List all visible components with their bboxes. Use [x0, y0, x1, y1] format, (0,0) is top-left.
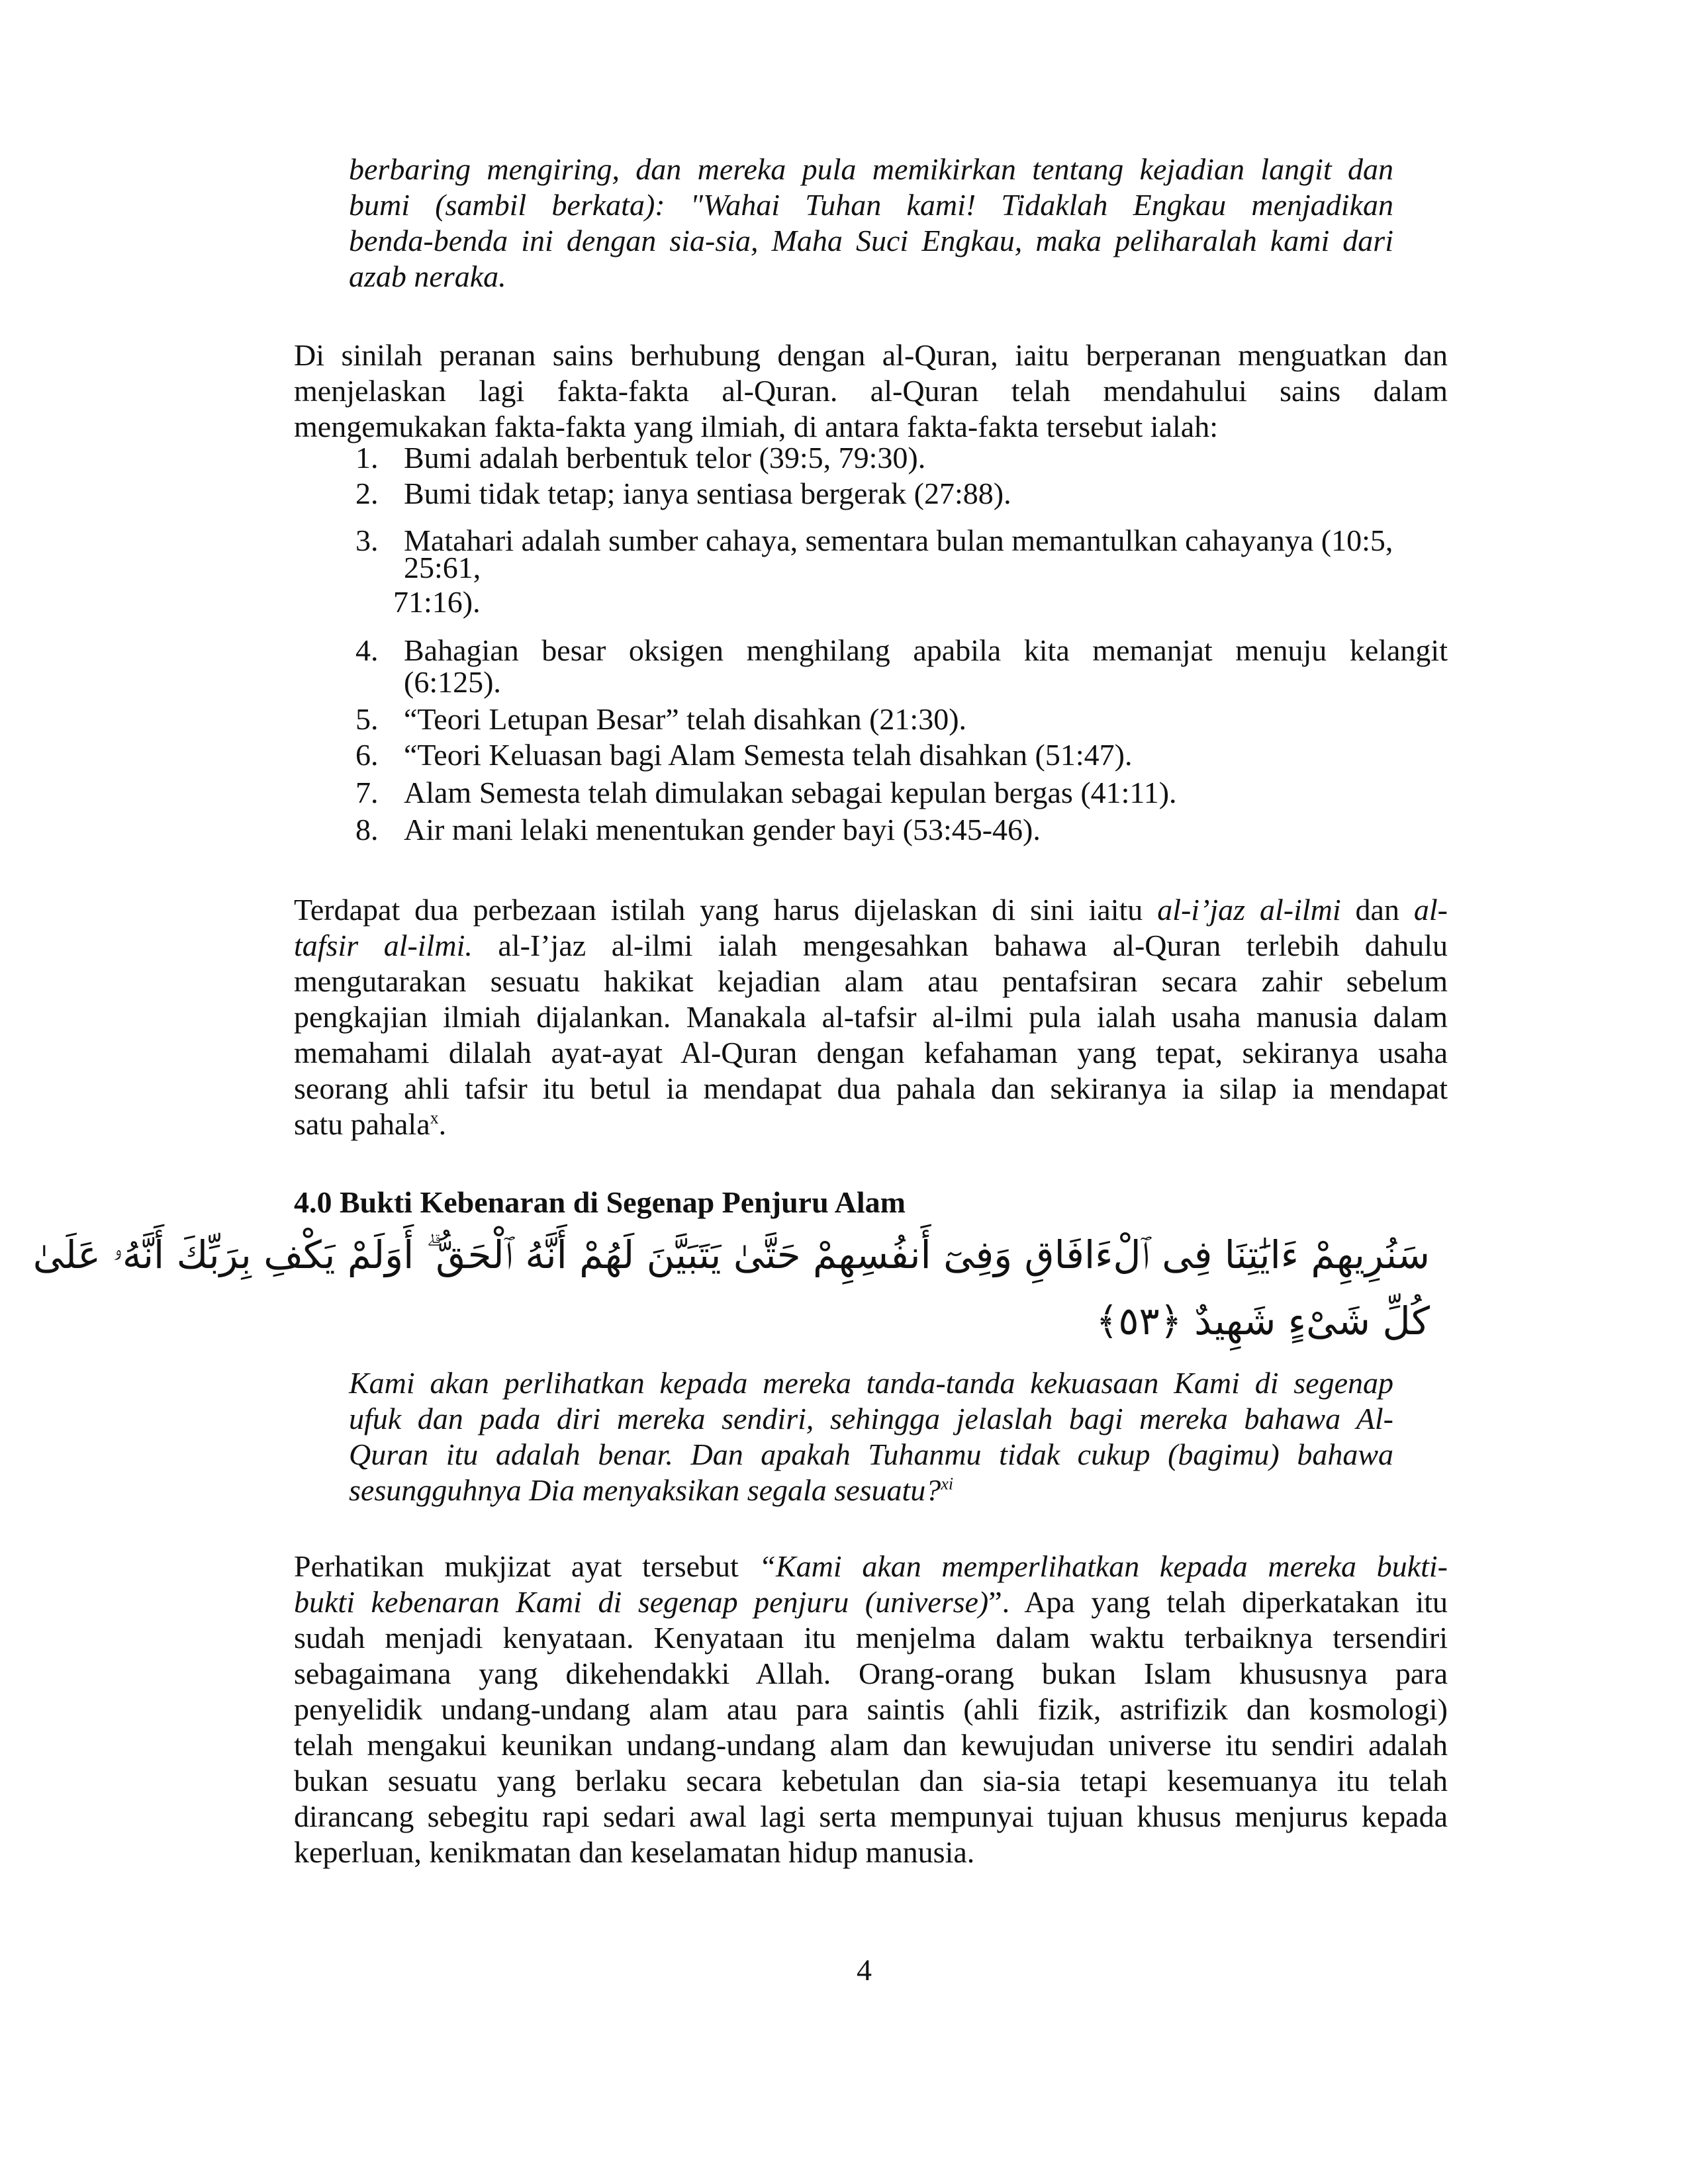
text-segment: bumi (sambil berkata): "Wahai Tuhan kami! Tidaklah Engkau menjadikan	[349, 188, 1393, 222]
text-segment: dan	[1340, 893, 1414, 927]
quote-translation	[349, 1365, 1393, 1508]
paragraph-mukjizat	[294, 1548, 1448, 1870]
list-number: 2.	[355, 477, 379, 510]
text-line	[294, 1107, 1448, 1142]
text-segment: menjelaskan lagi fakta-fakta al-Quran. al-Quran telah mendahului sains dalam	[294, 374, 1448, 408]
text-segment: berbaring mengiring, dan mereka pula memikirkan tentang kejadian langit dan	[349, 152, 1393, 186]
arabic-verse-line-2: كُلِّ شَىْءٍ شَهِيدٌ ﴿٥٣﴾	[1096, 1298, 1430, 1343]
list-item-text: Bumi tidak tetap; ianya sentiasa bergerak (27:88).	[404, 477, 1011, 510]
text-line	[349, 1365, 1393, 1401]
list-item-text: Matahari adalah sumber cahaya, sementara bulan memantulkan cahayanya (10:5,	[404, 523, 1393, 557]
text-line	[294, 338, 1448, 373]
list-item-text: 71:16).	[393, 585, 481, 619]
text-segment: mengutarakan sesuatu hakikat kejadian alam atau pentafsiran secara zahir sebelum	[294, 964, 1448, 998]
list-number: 5.	[355, 702, 379, 736]
text-segment: “Kami akan memperlihatkan kepada mereka bukti-	[759, 1549, 1448, 1583]
list-number: 8.	[355, 813, 379, 846]
text-line	[294, 1548, 1448, 1584]
text-segment: Terdapat dua perbezaan istilah yang harus dijelaskan di sini iaitu	[294, 893, 1158, 927]
page-number: 4	[857, 1953, 872, 1987]
text-segment: pengkajian ilmiah dijalankan. Manakala al-tafsir al-ilmi pula ialah usaha manusia dalam	[294, 1000, 1448, 1034]
text-line	[349, 259, 1393, 295]
list-number: 7.	[355, 776, 379, 809]
list-item-text: “Teori Keluasan bagi Alam Semesta telah disahkan (51:47).	[404, 738, 1133, 772]
list-number: 6.	[355, 738, 379, 772]
text-line	[294, 1584, 1448, 1619]
text-line	[294, 1798, 1448, 1834]
text-line	[294, 1035, 1448, 1071]
text-line	[349, 152, 1393, 187]
text-segment: Quran itu adalah benar. Dan apakah Tuhanmu tidak cukup (bagimu) bahawa	[349, 1437, 1393, 1471]
text-segment: benda-benda ini dengan sia-sia, Maha Suci Engkau, maka peliharalah kami dari	[349, 224, 1393, 257]
text-line	[294, 964, 1448, 999]
text-segment: Di sinilah peranan sains berhubung dengan al-Quran, iaitu berperanan menguatkan dan	[294, 338, 1448, 372]
text-segment: Perhatikan mukjizat ayat tersebut	[294, 1549, 759, 1583]
text-segment: bukti kebenaran Kami di segenap penjuru (universe)	[294, 1585, 989, 1619]
text-line	[294, 1655, 1448, 1691]
footnote-marker[interactable]: x	[430, 1108, 439, 1128]
text-segment: al-I’jaz al-ilmi ialah mengesahkan bahawa al-Quran terlebih dahulu	[472, 929, 1448, 962]
text-line	[294, 1071, 1448, 1107]
list-item-text: Bumi adalah berbentuk telor (39:5, 79:30).	[404, 441, 926, 475]
footnote-marker[interactable]: xi	[941, 1474, 954, 1494]
text-line	[294, 999, 1448, 1035]
text-segment: Kami akan perlihatkan kepada mereka tanda-tanda kekuasaan Kami di segenap	[349, 1366, 1393, 1400]
text-segment: satu pahala	[294, 1107, 430, 1141]
text-segment: al-i’jaz al-ilmi	[1157, 893, 1341, 927]
text-segment: al-	[1413, 893, 1448, 927]
text-segment: sesungguhnya Dia menyaksikan segala sesuatu?	[349, 1473, 941, 1507]
section-heading: 4.0 Bukti Kebenaran di Segenap Penjuru Alam	[294, 1185, 906, 1219]
text-segment: tafsir al-ilmi.	[294, 929, 473, 962]
text-line	[294, 892, 1448, 928]
text-segment: sebagaimana yang dikehendakki Allah. Orang-orang bukan Islam khususnya para	[294, 1657, 1448, 1690]
text-line	[349, 1401, 1393, 1437]
quote-top	[349, 152, 1393, 295]
text-segment: memahami dilalah ayat-ayat Al-Quran dengan kefahaman yang tepat, sekiranya usaha	[294, 1036, 1448, 1069]
text-segment: dirancang sebegitu rapi sedari awal lagi serta mempunyai tujuan khusus menjurus kepada	[294, 1799, 1448, 1833]
paragraph-ijaz	[294, 892, 1448, 1142]
text-segment: ufuk dan pada diri mereka sendiri, sehingga jelaslah bagi mereka bahawa Al-	[349, 1402, 1393, 1435]
list-number: 4.	[355, 633, 379, 667]
text-segment: bukan sesuatu yang berlaku secara kebetulan dan sia-sia tetapi kesemuanya itu telah	[294, 1764, 1448, 1797]
text-segment: ”. Apa yang telah diperkatakan itu	[988, 1585, 1448, 1619]
list-number: 1.	[355, 441, 379, 475]
list-item-text: “Teori Letupan Besar” telah disahkan (21:30).	[404, 702, 967, 736]
list-item-text: Bahagian besar oksigen menghilang apabila kita memanjat menuju kelangit	[404, 633, 1448, 667]
text-segment: seorang ahli tafsir itu betul ia mendapat dua pahala dan sekiranya ia silap ia mendapat	[294, 1071, 1448, 1105]
text-line	[349, 1473, 1393, 1508]
text-line	[294, 1727, 1448, 1762]
text-line	[349, 223, 1393, 259]
text-line	[294, 1691, 1448, 1727]
text-segment: .	[438, 1107, 447, 1141]
text-segment: telah mengakui keunikan undang-undang alam dan kewujudan universe itu sendiri adalah	[294, 1728, 1448, 1762]
list-number: 3.	[355, 523, 379, 557]
text-line	[294, 373, 1448, 409]
list-item-text: Alam Semesta telah dimulakan sebagai kepulan bergas (41:11).	[404, 776, 1177, 809]
text-line	[294, 928, 1448, 964]
paragraph-intro	[294, 338, 1448, 445]
list-item-text: Air mani lelaki menentukan gender bayi (53:45-46).	[404, 813, 1041, 846]
text-segment: keperluan, kenikmatan dan keselamatan hidup manusia.	[294, 1835, 975, 1869]
list-item-text: 25:61,	[404, 551, 481, 584]
text-segment: penyelidik undang-undang alam atau para saintis (ahli fizik, astrifizik dan kosmologi)	[294, 1692, 1448, 1726]
text-line	[294, 1762, 1448, 1798]
text-segment: mengemukakan fakta-fakta yang ilmiah, di antara fakta-fakta tersebut ialah:	[294, 410, 1218, 443]
text-line	[294, 1834, 1448, 1870]
text-line	[349, 187, 1393, 223]
text-line	[294, 1619, 1448, 1655]
arabic-verse-line-1: سَنُرِيهِمْ ءَايَٰتِنَا فِى ٱلْءَافَاقِ وَفِىٓ أَنفُسِهِمْ حَتَّىٰ يَتَبَيَّنَ لَهُمْ أَنَّهُ ٱلْحَقُّ ۗ أَوَلَمْ يَكْفِ بِرَبِّكَ أَنَّهُۥ عَلَىٰ	[32, 1232, 1430, 1277]
text-line	[294, 409, 1448, 445]
text-segment: azab neraka.	[349, 259, 506, 293]
list-item-text: (6:125).	[404, 665, 501, 699]
text-line	[349, 1437, 1393, 1473]
text-segment: sudah menjadi kenyataan. Kenyataan itu menjelma dalam waktu terbaiknya tersendiri	[294, 1621, 1448, 1655]
